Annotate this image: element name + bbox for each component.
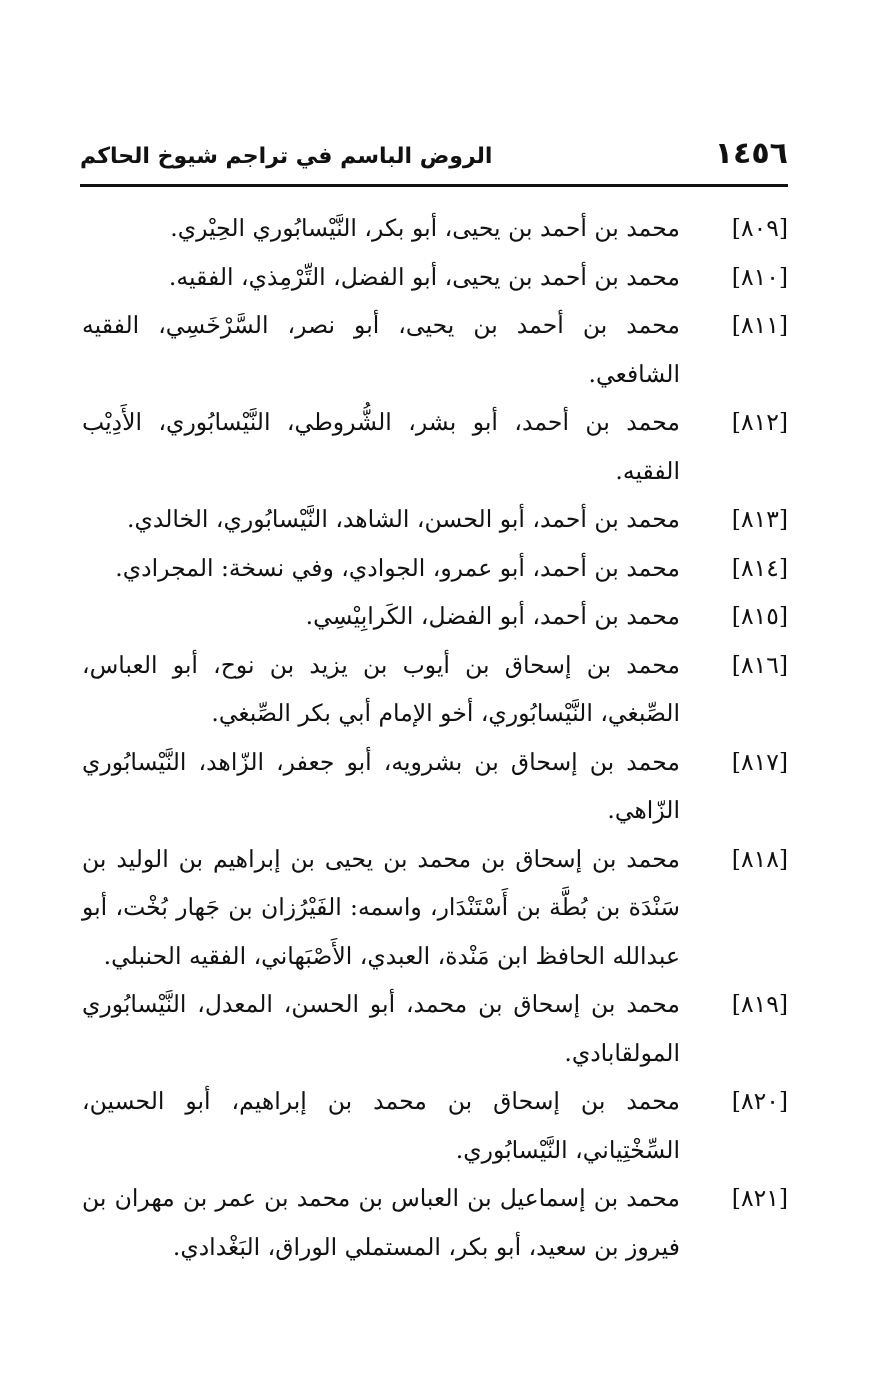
entry-number: [٨١٧] [731,747,788,776]
running-title: الروض الباسم في تراجم شيوخ الحاكم [80,144,493,169]
entry-number: [٨١٥] [731,602,788,630]
entry-816 [82,641,788,738]
entry-number: [٨١٣] [731,505,788,533]
entry-number: [٨٠٩] [731,214,788,242]
entry-number: [٨١٨] [731,844,788,873]
entry-818 [82,835,788,981]
entry-number: [٨١٠] [731,262,788,291]
entry-814 [82,544,788,593]
entry-text: محمد بن إسحاق بن أيوب بن يزيد بن نوح، أبو العباس، الصِّبغي، النَّيْسابُوري، أخو الإمام أبي بكر الصِّبغي. [82,650,680,727]
entry-text: محمد بن أحمد بن يحيى، أبو بكر، النَّيْسابُوري الحِيْري. [170,214,680,242]
entry-813 [82,495,788,544]
entry-text: محمد بن إسحاق بن بشرويه، أبو جعفر، الزّاهد، النَّيْسابُوري الزّاهي. [82,747,680,824]
entry-text: محمد بن أحمد بن يحيى، أبو نصر، السَّرْخَسِي، الفقيه الشافعي. [82,311,680,388]
entry-text: محمد بن أحمد بن يحيى، أبو الفضل، التِّرْمِذي، الفقيه. [168,262,680,291]
entry-817 [82,738,788,835]
entry-number: [٨١٦] [731,650,788,679]
entry-821 [82,1174,788,1271]
entry-810 [82,253,788,302]
entry-809 [82,204,788,253]
entry-text: محمد بن أحمد، أبو الحسن، الشاهد، النَّيْسابُوري، الخالدي. [127,505,680,533]
entry-text: محمد بن إسماعيل بن العباس بن محمد بن عمر بن مهران بن فيروز بن سعيد، أبو بكر، المستملي الوراق، البَغْدادي. [82,1184,680,1261]
entry-text: محمد بن أحمد، أبو بشر، الشُّروطي، النَّيْسابُوري، الأَدِيْب الفقيه. [82,408,680,485]
entry-number: [٨١٤] [731,553,788,582]
entry-text: محمد بن أحمد، أبو الفضل، الكَرابِيْسِي. [305,602,680,630]
entry-text: محمد بن إسحاق بن محمد بن إبراهيم، أبو الحسين، السِّخْتِياني، النَّيْسابُوري. [82,1087,680,1164]
entry-number: [٨٢٠] [731,1087,788,1115]
entry-list [82,204,788,1271]
page-header [80,134,788,184]
entry-number: [٨١٢] [731,408,788,436]
entry-811 [82,301,788,398]
entry-text: محمد بن إسحاق بن محمد، أبو الحسن، المعدل، النَّيْسابُوري المولقابادي. [82,990,680,1067]
entry-812 [82,398,788,495]
page-number: ١٤٥٦ [714,136,788,171]
header-rule [80,184,788,187]
entry-819 [82,980,788,1077]
entry-820 [82,1077,788,1174]
entry-text: محمد بن إسحاق بن محمد بن يحيى بن إبراهيم بن الوليد بن سَنْدَة بن بُطَّة بن أَسْتَنْدَار، واسمه: الفَيْرُزان بن جَهار بُخْت، أبو عبدالله الحافظ ابن مَنْدة، العبدي، الأَصْبَهاني، الفقيه الحنبلي. [82,844,680,970]
entry-text: محمد بن أحمد، أبو عمرو، الجوادي، وفي نسخة: المجرادي. [115,553,680,582]
entry-815 [82,592,788,641]
entry-number: [٨٢١] [731,1184,788,1212]
entry-number: [٨١٩] [731,990,788,1018]
entry-number: [٨١١] [731,311,788,339]
